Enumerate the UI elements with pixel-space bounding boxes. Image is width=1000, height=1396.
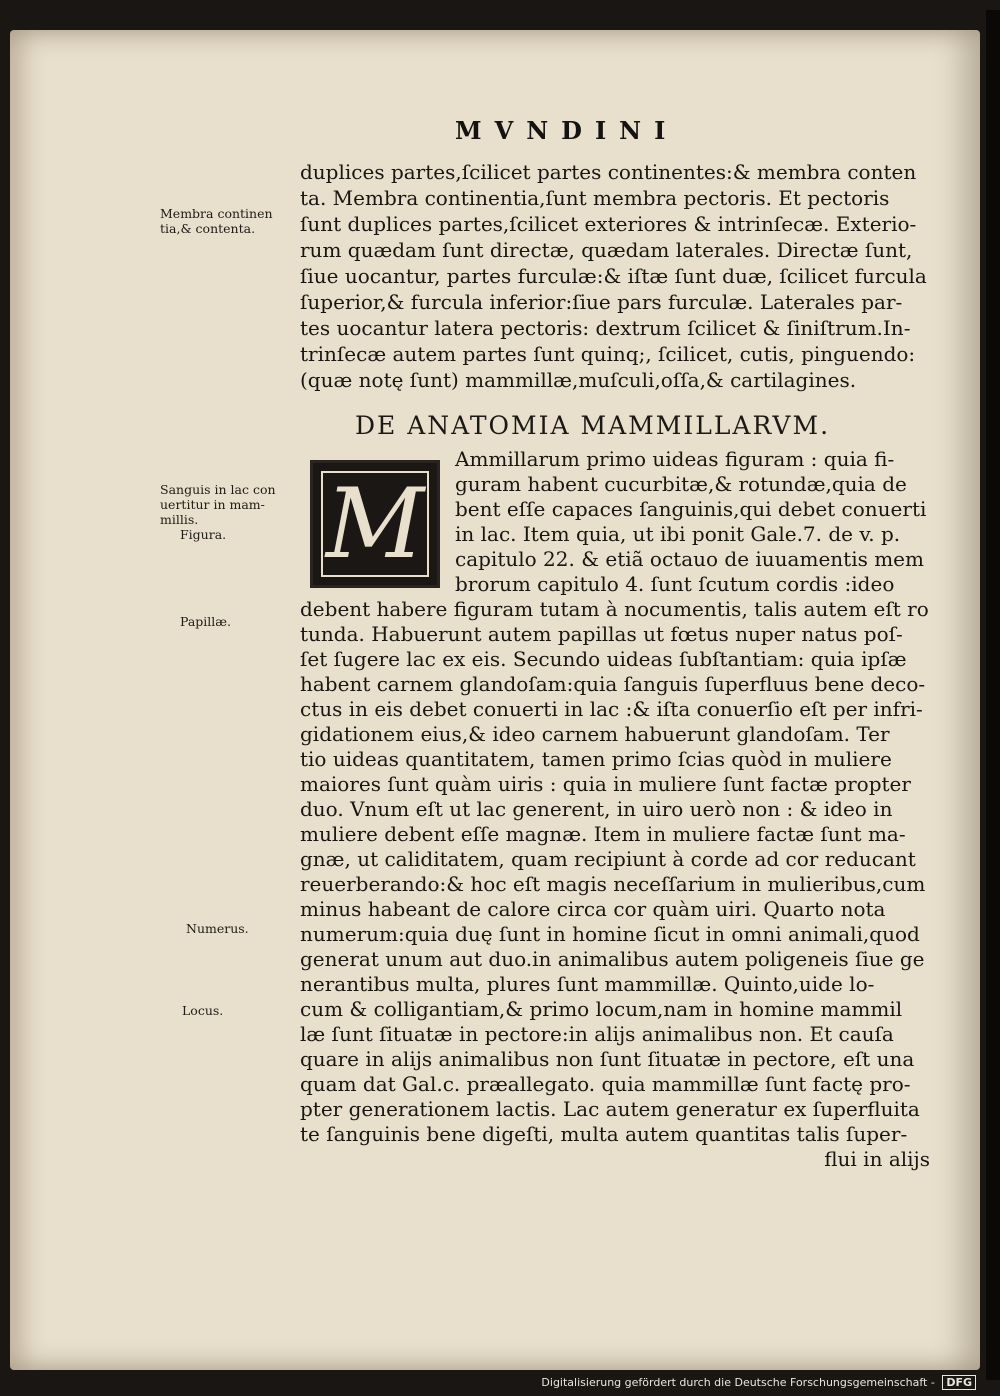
text-line: gidationem eius,& ideo carnem habuerunt glandoſam. Ter [300,722,890,746]
text-line: habent carnem glandoſam:quia ſanguis ſuperfluus bene deco- [300,672,926,696]
text-line: læ ſunt ſituatæ in pectore:in alijs animalibus non. Et cauſa [300,1022,894,1046]
text-line: minus habeant de calore circa cor quàm uiri. Quarto nota [300,897,886,921]
margin-note-line: tia,& contenta. [160,221,256,236]
text-line: trinſecæ autem partes ſunt quinq;, ſcilicet, cutis, pinguendo: [300,342,916,366]
text-line: tes uocantur latera pectoris: dextrum ſcilicet & ſiniſtrum.In- [300,316,911,340]
margin-note-line: Papillæ. [180,614,232,629]
margin-note-line: Membra continen [160,206,273,221]
book-spine-shadow [986,10,1000,1380]
text-line: ta. Membra continentia,ſunt membra pectoris. Et pectoris [300,186,890,210]
margin-note-line: Locus. [182,1003,224,1018]
running-header: MVNDINI [455,116,679,145]
margin-note-numerus [186,921,321,936]
text-line: ſet ſugere lac ex eis. Secundo uideas ſubſtantiam: quia ipſæ [300,647,907,671]
text-line: numerum:quia duę ſunt in homine ſicut in omni animali,quod [300,922,920,946]
text-line: ſunt duplices partes,ſcilicet exteriores & intrinſecæ. Exterio- [300,212,917,236]
margin-note-sanguis [160,482,295,542]
margin-note-line: uertitur in mam- [160,497,265,512]
text-line: generat unum aut duo.in animalibus autem poligeneis ſiue ge [300,947,925,971]
margin-note-line: Numerus. [186,921,249,936]
text-line: Ammillarum primo uideas figuram : quia fi- [455,447,895,471]
digitization-footer [541,1375,976,1390]
text-line: te ſanguinis bene digeſti, multa autem quantitas talis ſuper- [300,1122,908,1146]
text-line: gnæ, ut caliditatem, quam recipiunt à corde ad cor reducant [300,847,916,871]
text-line: reuerberando:& hoc eſt magis neceſſarium in mulieribus,cum [300,872,926,896]
text-line: ſuperior,& furcula inferior:ſiue pars furculæ. Laterales par- [300,290,903,314]
text-line: guram habent cucurbitæ,& rotundæ,quia de [455,472,907,496]
text-line: rum quædam ſunt directæ, quædam laterales. Directæ ſunt, [300,238,913,262]
margin-note-line: Figura. [180,527,227,542]
text-line: quare in alijs animalibus non ſunt ſituatæ in pectore, eſt una [300,1047,915,1071]
text-line: quam dat Gal.c. præallegato. quia mammillæ ſunt factę pro- [300,1072,911,1096]
text-line: ctus in eis debet conuerti in lac :& iſta conuerſio eſt per infri- [300,697,923,721]
text-line: in lac. Item quia, ut ibi ponit Gale.7. de v. p. [455,522,901,546]
text-line: tio uideas quantitatem, tamen primo ſcias quòd in muliere [300,747,892,771]
text-line: ſiue uocantur, partes furculæ:& iſtæ ſunt duæ, ſcilicet furcula [300,264,927,288]
margin-note-papillae [180,614,315,629]
margin-note-line: millis. [160,512,199,527]
text-line: tunda. Habuerunt autem papillas ut fœtus nuper natus poſ- [300,622,903,646]
text-line: brorum capitulo 4. ſunt ſcutum cordis :ideo [455,572,895,596]
text-line: muliere debent eſſe magnæ. Item in muliere factæ ſunt ma- [300,822,906,846]
dfg-logo: DFG [942,1375,976,1390]
margin-note-locus [182,1003,317,1018]
catchword: flui in alijs [824,1147,930,1171]
text-line: capitulo 22. & etiã octauo de iuuamentis mem [455,547,924,571]
section-heading: DE ANATOMIA MAMMILLARVM. [355,411,831,440]
text-line: duo. Vnum eſt ut lac generent, in uiro uerò non : & ideo in [300,797,893,821]
text-line: maiores ſunt quàm uiris : quia in muliere ſunt factæ propter [300,772,911,796]
initial-letter: M [325,468,425,580]
text-line: duplices partes,ſcilicet partes continentes:& membra conten [300,160,917,184]
text-line: cum & colligantiam,& primo locum,nam in homine mammil [300,997,903,1021]
decorated-initial [310,460,440,588]
text-line: pter generationem lactis. Lac autem generatur ex ſuperfluita [300,1097,920,1121]
margin-note-membra [160,206,295,236]
text-line: bent eſſe capaces ſanguinis,qui debet conuerti [455,497,927,521]
margin-note-line: Sanguis in lac con [160,482,276,497]
text-line: (quæ notę ſunt) mammillæ,muſculi,oſſa,& cartilagines. [300,368,857,392]
text-line: debent habere figuram tutam à nocumentis, talis autem eſt ro [300,597,929,621]
text-line: nerantibus multa, plures ſunt mammillæ. Quinto,uide lo- [300,972,875,996]
footer-text: Digitalisierung gefördert durch die Deutsche Forschungsgemeinschaft - [541,1376,935,1389]
